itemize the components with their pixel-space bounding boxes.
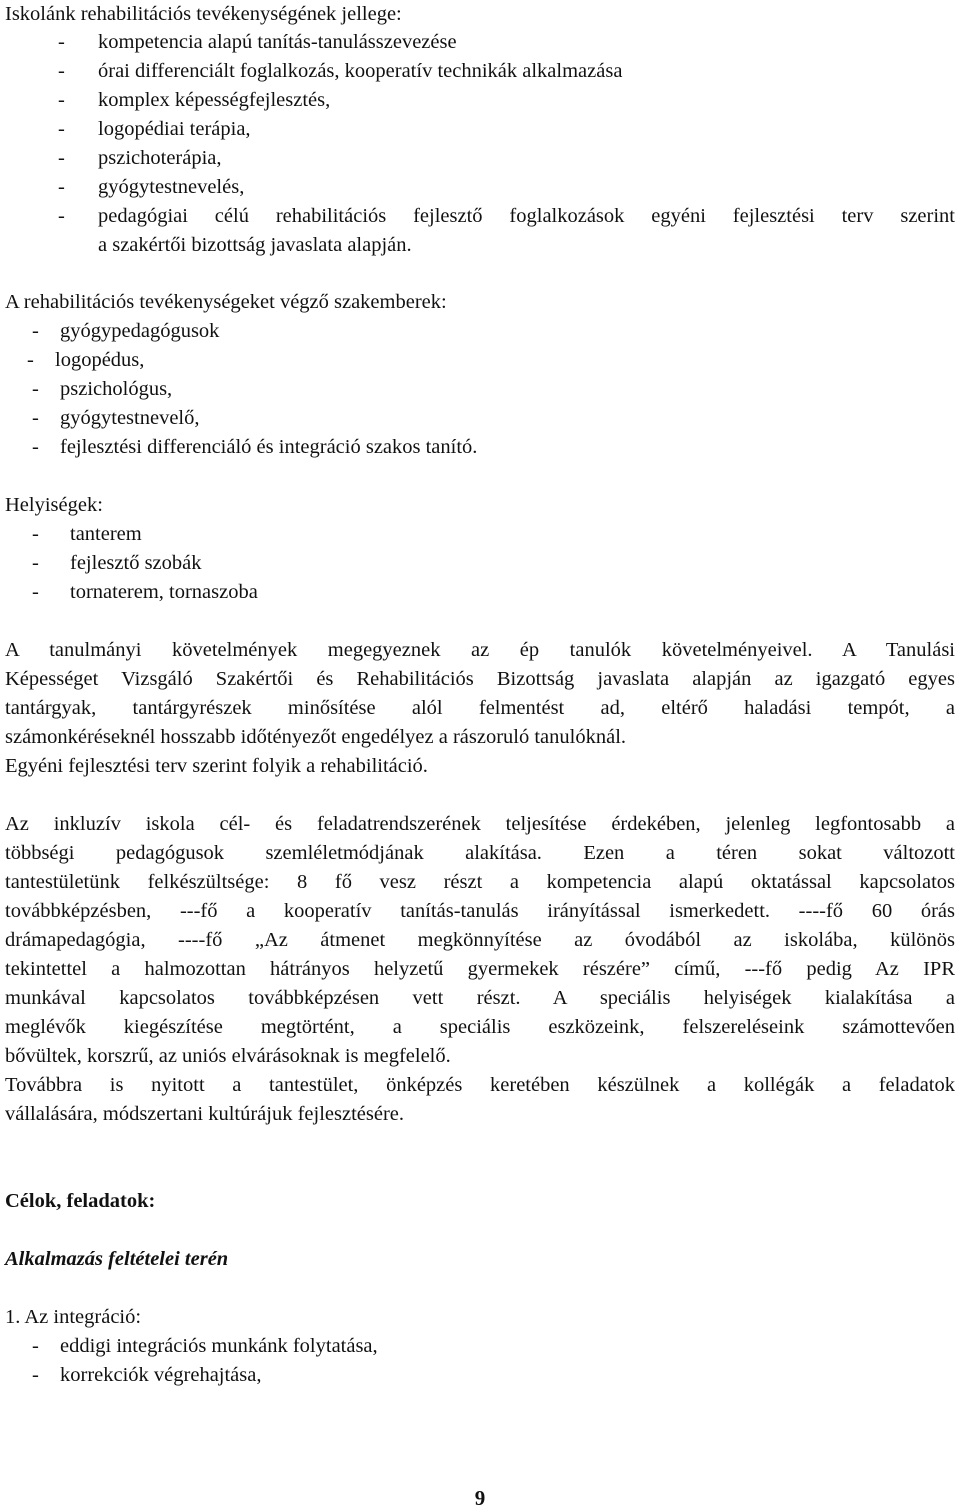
section-title: 1. Az integráció: (5, 1306, 142, 1328)
list-item: tornaterem, tornaszoba (70, 581, 258, 603)
paragraph-line: továbbképzésben, ---fő a kooperatív tanítás-tanulás irányítással ismerkedett. ----fő 60 órás (5, 900, 955, 922)
paragraph-line: bővültek, korszrű, az uniós elvárásoknak is megfelelő. (5, 1045, 451, 1067)
bullet-dash: - (58, 89, 65, 111)
heading-conditions: Alkalmazás feltételei terén (5, 1248, 229, 1270)
bullet-dash: - (32, 378, 39, 400)
list-item: logopédiai terápia, (98, 118, 251, 140)
bullet-dash: - (27, 349, 34, 371)
paragraph-line: A tanulmányi követelmények megegyeznek az ép tanulók követelményeivel. A Tanulási (5, 639, 955, 661)
list-item: eddigi integrációs munkánk folytatása, (60, 1335, 378, 1357)
paragraph-line: munkával kapcsolatos továbbképzésen vett részt. A speciális helyiségek kialakítása a (5, 987, 955, 1009)
paragraph-line: számonkéréseknél hosszabb időtényezőt engedélyez a rászoruló tanulóknál. (5, 726, 627, 748)
paragraph-line: Egyéni fejlesztési terv szerint folyik a rehabilitáció. (5, 755, 428, 777)
bullet-dash: - (32, 436, 39, 458)
bullet-dash: - (32, 320, 39, 342)
bullet-dash: - (32, 407, 39, 429)
list-item: gyógypedagógusok (60, 320, 220, 342)
list-item: komplex képességfejlesztés, (98, 89, 331, 111)
list-item: pedagógiai célú rehabilitációs fejlesztő foglalkozások egyéni fejlesztési terv szerint (98, 205, 955, 227)
section-title: A rehabilitációs tevékenységeket végző szakemberek: (5, 291, 447, 313)
bullet-dash: - (58, 176, 65, 198)
list-item: pszichoterápia, (98, 147, 222, 169)
bullet-dash: - (58, 205, 65, 227)
list-item: pszichológus, (60, 378, 173, 400)
bullet-dash: - (32, 523, 39, 545)
list-item: órai differenciált foglalkozás, kooperatív technikák alkalmazása (98, 60, 623, 82)
list-item: gyógytestnevelő, (60, 407, 200, 429)
paragraph-line: tantestületünk felkészültsége: 8 fő vesz részt a kompetencia alapú oktatással kapcsolatos (5, 871, 955, 893)
list-item-continuation: a szakértői bizottság javaslata alapján. (98, 234, 412, 256)
list-item: gyógytestnevelés, (98, 176, 245, 198)
bullet-dash: - (32, 1364, 39, 1386)
paragraph-line: tantárgyak, tantárgyrészek minősítése alól felmentést ad, eltérő haladási tempót, a (5, 697, 955, 719)
bullet-dash: - (32, 1335, 39, 1357)
list-item: tanterem (70, 523, 142, 545)
bullet-dash: - (32, 552, 39, 574)
paragraph-line: meglévők kiegészítése megtörtént, a speciális eszközeink, felszereléseink számottevően (5, 1016, 955, 1038)
bullet-dash: - (58, 118, 65, 140)
bullet-dash: - (58, 60, 65, 82)
list-item: kompetencia alapú tanítás-tanulásszevezése (98, 31, 457, 53)
paragraph-line: Továbbra is nyitott a tantestület, önképzés keretében készülnek a kollégák a feladatok (5, 1074, 955, 1096)
paragraph-line: drámapedagógia, ----fő „Az átmenet megkönnyítése az óvodából az iskolába, különös (5, 929, 955, 951)
list-item: fejlesztő szobák (70, 552, 202, 574)
bullet-dash: - (58, 147, 65, 169)
list-item: fejlesztési differenciáló és integráció szakos tanító. (60, 436, 478, 458)
bullet-dash: - (58, 31, 65, 53)
paragraph-line: vállalására, módszertani kultúrájuk fejlesztésére. (5, 1103, 404, 1125)
page-number: 9 (474, 1486, 486, 1510)
paragraph-line: többségi pedagógusok szemléletmódjának alakítása. Ezen a téren sokat változott (5, 842, 955, 864)
heading-goals: Célok, feladatok: (5, 1190, 156, 1212)
bullet-dash: - (32, 581, 39, 603)
paragraph-line: Az inkluzív iskola cél- és feladatrendszerének teljesítése érdekében, jelenleg legfontosabb a (5, 813, 955, 835)
paragraph-line: tekintettel a halmozottan hátrányos helyzetű gyermekek részére” című, ---fő pedig Az IPR (5, 958, 955, 980)
section-title: Helyiségek: (5, 494, 103, 516)
list-item: korrekciók végrehajtása, (60, 1364, 262, 1386)
list-item: logopédus, (55, 349, 145, 371)
section-title: Iskolánk rehabilitációs tevékenységének jellege: (5, 3, 402, 25)
paragraph-line: Képességet Vizsgáló Szakértői és Rehabilitációs Bizottság javaslata alapján az igazgató egyes (5, 668, 955, 690)
